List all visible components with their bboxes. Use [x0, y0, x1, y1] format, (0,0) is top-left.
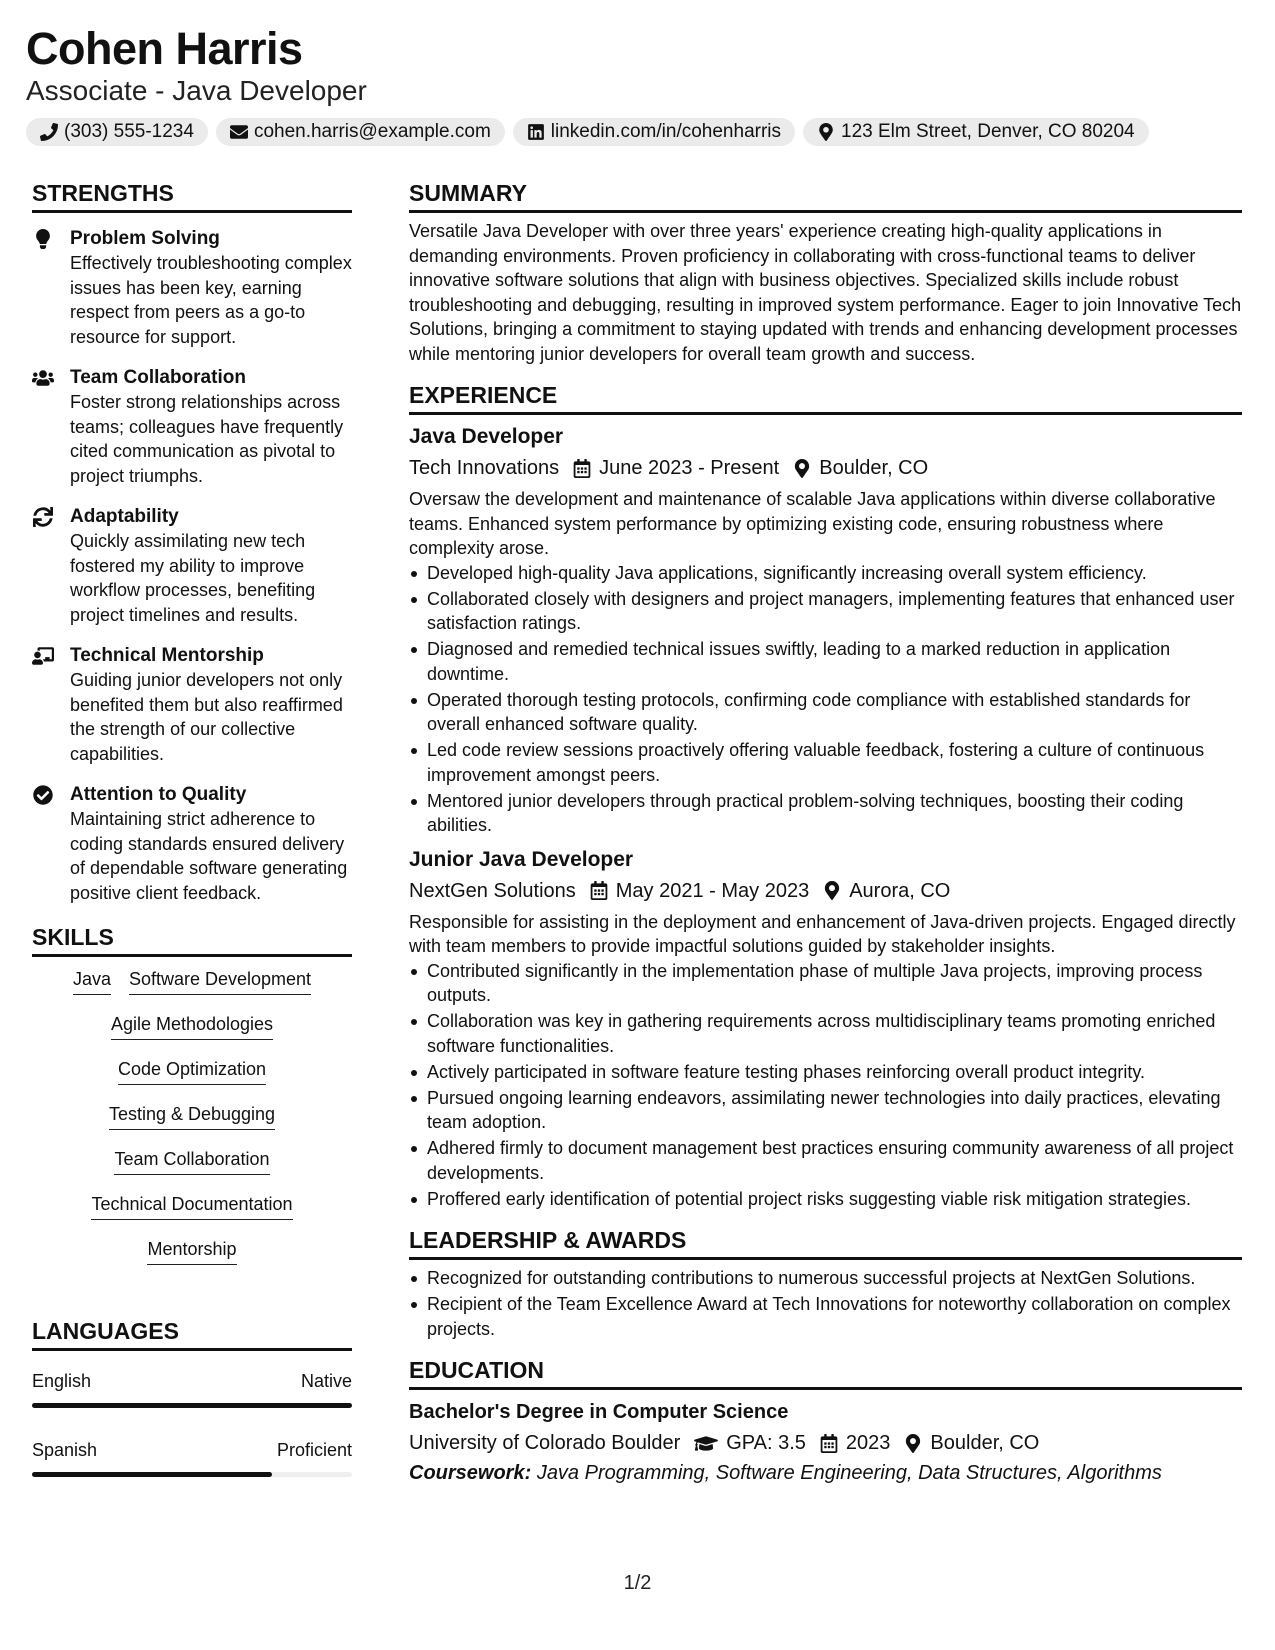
contact-address-text: 123 Elm Street, Denver, CO 80204: [841, 121, 1135, 142]
job-company: Tech Innovations: [409, 457, 560, 479]
strength-title: Problem Solving: [70, 228, 220, 249]
contact-bar: [26, 118, 1251, 146]
chalkboard-teacher-icon: [32, 646, 54, 666]
strength-desc: Guiding junior developers not only benefited them but also reaffirmed the strength of our collective capabilities.: [70, 670, 343, 764]
contact-email[interactable]: [216, 118, 505, 146]
map-pin-icon: [904, 1434, 922, 1453]
strength-title: Attention to Quality: [70, 784, 247, 805]
strength-desc: Maintaining strict adherence to coding standards ensured delivery of dependable software generating positive client feedback.: [70, 809, 348, 903]
job-dates: May 2021 - May 2023: [615, 879, 810, 902]
strength-desc: Effectively troubleshooting complex issues has been key, earning respect from peers as a go-to resource for support.: [70, 253, 352, 347]
job-bullet: Operated thorough testing protocols, confirming code compliance with established standards for overall enhanced software quality.: [409, 688, 1242, 737]
job-bullet: Adhered firmly to document management best practices ensuring community awareness of all project developments.: [409, 1136, 1242, 1185]
language-level: Native: [300, 1371, 352, 1391]
language-proficiency-bar: [32, 1472, 352, 1477]
language-proficiency-bar: [32, 1403, 352, 1408]
coursework-label: Coursework:: [409, 1462, 532, 1484]
awards-list: [409, 1266, 1242, 1341]
languages-heading: LANGUAGES: [32, 1316, 352, 1351]
job-bullet: Pursued ongoing learning endeavors, assimilating newer technologies into daily practices, elevating team adoption.: [409, 1086, 1242, 1135]
contact-linkedin-text: linkedin.com/in/cohenharris: [550, 121, 782, 142]
job-company: NextGen Solutions: [409, 879, 576, 902]
contact-phone-text: (303) 555-1234: [64, 121, 194, 142]
candidate-title: Associate - Java Developer: [26, 75, 367, 106]
strengths-heading: STRENGTHS: [32, 178, 352, 213]
job-meta: [409, 453, 1242, 483]
skill-tag: Agile Methodologies: [111, 1012, 273, 1040]
skills-section: [32, 922, 352, 1282]
job-bullet: Developed high-quality Java applications, significantly increasing overall system efficiency.: [409, 561, 1242, 586]
linkedin-icon: [527, 123, 545, 141]
job-bullet: Contributed significantly in the implementation phase of multiple Java projects, improving process outputs.: [409, 959, 1242, 1008]
skill-tag: Team Collaboration: [114, 1147, 269, 1175]
strength-title: Team Collaboration: [70, 367, 246, 388]
strength-title: Technical Mentorship: [70, 645, 264, 666]
resume-header: [26, 22, 1251, 146]
job-bullets: [409, 959, 1242, 1212]
job-role: Java Developer: [409, 425, 564, 448]
map-pin-icon: [793, 459, 811, 478]
skill-tag: Technical Documentation: [91, 1192, 292, 1220]
strength-item: [32, 644, 352, 766]
experience-heading: EXPERIENCE: [409, 380, 1242, 415]
languages-section: [32, 1316, 352, 1477]
right-column: [409, 178, 1242, 1488]
contact-phone[interactable]: [26, 118, 208, 146]
job-bullets: [409, 561, 1242, 838]
award-item: Recipient of the Team Excellence Award at Tech Innovations for noteworthy collaboration on complex projects.: [409, 1292, 1242, 1341]
lightbulb-icon: [32, 229, 54, 249]
education-heading: EDUCATION: [409, 1355, 1242, 1390]
job-bullet: Collaborated closely with designers and project managers, implementing features that enhanced user satisfaction ratings.: [409, 587, 1242, 636]
job-bullet: Actively participated in software feature testing phases reinforcing overall product integrity.: [409, 1060, 1242, 1085]
job-entry: [409, 423, 1242, 838]
map-pin-icon: [823, 881, 841, 900]
map-pin-icon: [817, 123, 835, 141]
users-icon: [32, 368, 54, 388]
coursework-list: Java Programming, Software Engineering, Data Structures, Algorithms: [536, 1462, 1162, 1484]
language-item: [32, 1369, 352, 1408]
skill-tag: Mentorship: [147, 1237, 236, 1265]
calendar-icon: [590, 881, 608, 900]
job-bullet: Collaboration was key in gathering requirements across multidisciplinary teams promoting enriched software functionalities.: [409, 1009, 1242, 1058]
awards-heading: LEADERSHIP & AWARDS: [409, 1225, 1242, 1260]
education-coursework: [409, 1458, 1242, 1488]
calendar-icon: [820, 1434, 838, 1453]
language-level: Proficient: [276, 1440, 352, 1460]
education-year: 2023: [845, 1432, 891, 1454]
strength-item: [32, 227, 352, 349]
strength-title: Adaptability: [70, 506, 179, 527]
job-bullet: Proffered early identification of potential project risks suggesting viable risk mitigation strategies.: [409, 1187, 1242, 1212]
language-name: Spanish: [32, 1440, 98, 1460]
calendar-icon: [573, 459, 591, 478]
summary-heading: SUMMARY: [409, 178, 1242, 213]
job-bullet: Diagnosed and remedied technical issues swiftly, leading to a marked reduction in application downtime.: [409, 637, 1242, 686]
strength-item: [32, 783, 352, 905]
strengths-list: [32, 227, 352, 905]
job-entry: [409, 846, 1242, 1212]
contact-email-text: cohen.harris@example.com: [253, 121, 491, 142]
strength-item: [32, 505, 352, 627]
skill-tag: Testing & Debugging: [109, 1102, 275, 1130]
contact-linkedin[interactable]: [513, 118, 795, 146]
strength-desc: Quickly assimilating new tech fostered my ability to improve workflow processes, benefiting project timelines and results.: [70, 531, 316, 625]
language-proficiency-fill: [32, 1472, 272, 1477]
summary-text: Versatile Java Developer with over three years' experience creating high-quality applications in demanding environments. Proven proficiency in collaborating with cross-functional teams to deliver innovative software solutions that align with business objectives. Specialized skills include robust troubleshooting and debugging, resulting in improved system performance. Eager to join Innovative Tech Solutions, bringing a commitment to staying updated with trends and enhancing development processes while mentoring junior developers for overall team growth and success.: [409, 221, 1242, 364]
contact-address[interactable]: [803, 118, 1149, 146]
job-location: Boulder, CO: [819, 457, 929, 479]
candidate-name: Cohen Harris: [26, 23, 303, 74]
job-description: Responsible for assisting in the deployment and enhancement of Java-driven projects. Engaged directly with team members to provide impactful solutions guided by stakeholder insights.: [409, 911, 1236, 956]
strength-desc: Foster strong relationships across teams; colleagues have frequently cited communication as pivotal to project triumphs.: [70, 392, 344, 486]
award-item: Recognized for outstanding contributions to numerous successful projects at NextGen Solutions.: [409, 1266, 1242, 1291]
education-meta: [409, 1428, 1242, 1458]
skill-tag: Software Development: [129, 967, 311, 995]
job-bullet: Led code review sessions proactively offering valuable feedback, fostering a culture of continuous improvement amongst peers.: [409, 738, 1242, 787]
skills-heading: SKILLS: [32, 922, 352, 957]
check-circle-icon: [32, 785, 54, 805]
left-column: [32, 178, 352, 1477]
education-gpa: GPA: 3.5: [726, 1432, 806, 1454]
phone-icon: [40, 123, 58, 141]
education-location: Boulder, CO: [930, 1432, 1040, 1454]
job-bullet: Mentored junior developers through practical problem-solving techniques, boosting their coding abilities.: [409, 789, 1242, 838]
job-dates: June 2023 - Present: [599, 457, 780, 479]
education-school: University of Colorado Boulder: [409, 1432, 681, 1454]
language-name: English: [32, 1371, 92, 1391]
education-degree: Bachelor's Degree in Computer Science: [409, 1401, 789, 1423]
skill-tag: Code Optimization: [118, 1057, 266, 1085]
job-location: Aurora, CO: [849, 879, 951, 902]
graduation-cap-icon: [694, 1434, 718, 1453]
page-number: 1/2: [623, 1572, 652, 1594]
language-proficiency-fill: [32, 1403, 352, 1408]
job-meta: [409, 876, 1242, 906]
envelope-icon: [230, 123, 248, 141]
job-description: Oversaw the development and maintenance of scalable Java applications within diverse collaborative teams. Enhanced system performance by optimizing existing code, ensuring robustness where complexity arose.: [409, 489, 1216, 558]
job-role: Junior Java Developer: [409, 847, 634, 871]
language-item: [32, 1438, 352, 1477]
skill-tag: Java: [73, 967, 111, 995]
strength-item: [32, 366, 352, 488]
sync-icon: [32, 507, 54, 527]
skills-list: [32, 967, 352, 1282]
